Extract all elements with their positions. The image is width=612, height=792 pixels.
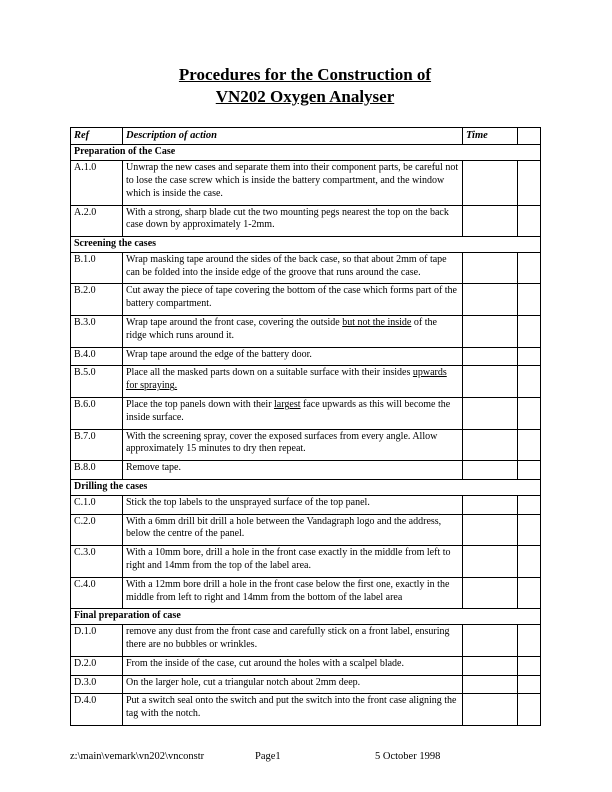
description-text: face upwards as this will become the inside surface. [126, 399, 451, 423]
time-cell [463, 252, 518, 284]
time-cell [463, 398, 518, 430]
description-cell [123, 347, 463, 366]
footer-page-number: Page1 [255, 751, 281, 762]
check-cell [518, 656, 541, 675]
description-text: Cut away the piece of tape covering the bottom of the case which forms part of the battery compartment. [126, 285, 457, 310]
section-row [71, 609, 541, 625]
check-cell [518, 675, 541, 694]
table-body [71, 145, 541, 726]
title-line-2: VN202 Oxygen Analyser [215, 87, 395, 107]
time-cell [463, 514, 518, 546]
footer-date: 5 October 1998 [375, 751, 441, 762]
description-text: Put a switch seal onto the switch and put the switch into the front case aligning the tag with the notch. [126, 695, 457, 720]
procedure-row [71, 546, 541, 578]
check-cell [518, 205, 541, 237]
time-cell [463, 347, 518, 366]
section-row [71, 237, 541, 253]
check-cell [518, 546, 541, 578]
description-cell [123, 694, 463, 726]
procedure-row [71, 398, 541, 430]
section-label: Preparation of the Case [71, 145, 541, 161]
ref-cell: C.2.0 [71, 514, 123, 546]
section-row [71, 480, 541, 496]
description-text: Stick the top labels to the unsprayed surface of the top panel. [126, 496, 370, 508]
description-cell [123, 495, 463, 514]
procedure-row [71, 656, 541, 675]
description-cell [123, 366, 463, 398]
section-label: Screening the cases [71, 237, 541, 253]
ref-cell: B.2.0 [71, 284, 123, 316]
section-label: Final preparation of case [71, 609, 541, 625]
description-text: Wrap tape around the edge of the battery door. [126, 348, 312, 360]
ref-cell: B.8.0 [71, 461, 123, 480]
procedure-row [71, 316, 541, 348]
document-title [70, 64, 540, 109]
description-cell [123, 675, 463, 694]
check-cell [518, 252, 541, 284]
procedure-row [71, 205, 541, 237]
description-cell [123, 429, 463, 461]
time-cell [463, 429, 518, 461]
col-header-time: Time [463, 127, 518, 144]
check-cell [518, 495, 541, 514]
description-cell [123, 577, 463, 609]
procedure-row [71, 366, 541, 398]
underlined-text: upwards for spraying. [126, 367, 447, 392]
description-cell [123, 252, 463, 284]
ref-cell: B.3.0 [71, 316, 123, 348]
ref-cell: D.2.0 [71, 656, 123, 675]
description-text: With a 12mm bore drill a hole in the front case below the first one, exactly in the middle from left to right and 14mm from the bottom of the label area [126, 578, 450, 603]
procedure-row [71, 694, 541, 726]
check-cell [518, 514, 541, 546]
check-cell [518, 461, 541, 480]
col-header-extra [518, 127, 541, 144]
description-text: With a strong, sharp blade cut the two mounting pegs nearest the top on the back case down by approximately 1-2mm. [126, 206, 449, 231]
ref-cell: B.4.0 [71, 347, 123, 366]
procedure-row [71, 577, 541, 609]
description-cell [123, 161, 463, 205]
ref-cell: A.2.0 [71, 205, 123, 237]
procedure-row [71, 495, 541, 514]
check-cell [518, 625, 541, 657]
check-cell [518, 316, 541, 348]
procedure-row [71, 514, 541, 546]
ref-cell: C.1.0 [71, 495, 123, 514]
description-cell [123, 461, 463, 480]
time-cell [463, 625, 518, 657]
procedure-row [71, 675, 541, 694]
description-cell [123, 398, 463, 430]
time-cell [463, 656, 518, 675]
description-text: With the screening spray, cover the exposed surfaces from every angle. Allow approximately 15 minutes to dry then repeat. [126, 430, 438, 455]
description-cell [123, 284, 463, 316]
description-cell [123, 625, 463, 657]
ref-cell: B.5.0 [71, 366, 123, 398]
description-cell [123, 546, 463, 578]
check-cell [518, 161, 541, 205]
check-cell [518, 347, 541, 366]
title-line-1: Procedures for the Construction of [178, 65, 432, 84]
check-cell [518, 694, 541, 726]
time-cell [463, 495, 518, 514]
ref-cell: D.4.0 [71, 694, 123, 726]
check-cell [518, 577, 541, 609]
time-cell [463, 546, 518, 578]
col-header-description: Description of action [123, 127, 463, 144]
section-label: Drilling the cases [71, 480, 541, 496]
description-text: With a 10mm bore, drill a hole in the front case exactly in the middle from left to right and 14mm from the top of the label area. [126, 547, 451, 572]
ref-cell: B.7.0 [71, 429, 123, 461]
procedure-row [71, 347, 541, 366]
col-header-ref: Ref [71, 127, 123, 144]
check-cell [518, 398, 541, 430]
check-cell [518, 366, 541, 398]
section-row [71, 145, 541, 161]
description-text: Remove tape. [126, 462, 181, 474]
description-text: remove any dust from the front case and carefully stick on a front label, ensuring there are no bubbles or wrinkles. [126, 626, 450, 651]
procedure-row [71, 625, 541, 657]
procedure-row [71, 461, 541, 480]
description-text: of the ridge which runs around it. [126, 317, 437, 341]
description-text: Place all the masked parts down on a suitable surface with their insides [126, 367, 413, 379]
procedure-row [71, 252, 541, 284]
description-cell [123, 205, 463, 237]
table-header-row [71, 127, 541, 144]
description-text: On the larger hole, cut a triangular notch about 2mm deep. [126, 676, 361, 688]
procedures-table [70, 127, 541, 726]
time-cell [463, 694, 518, 726]
time-cell [463, 461, 518, 480]
description-cell [123, 316, 463, 348]
footer-file-path: z:\main\vemark\vn202\vnconstr [70, 751, 205, 762]
ref-cell: C.3.0 [71, 546, 123, 578]
ref-cell: C.4.0 [71, 577, 123, 609]
description-cell [123, 656, 463, 675]
procedure-row [71, 161, 541, 205]
underlined-text: largest [274, 399, 301, 411]
ref-cell: D.1.0 [71, 625, 123, 657]
procedure-row [71, 284, 541, 316]
description-text: With a 6mm drill bit drill a hole between the Vandagraph logo and the address, below the centre of the panel. [126, 515, 442, 540]
description-text: Wrap tape around the front case, covering the outside [126, 317, 343, 329]
time-cell [463, 316, 518, 348]
ref-cell: B.6.0 [71, 398, 123, 430]
description-text: Place the top panels down with their [126, 399, 275, 411]
time-cell [463, 205, 518, 237]
time-cell [463, 284, 518, 316]
ref-cell: A.1.0 [71, 161, 123, 205]
time-cell [463, 161, 518, 205]
description-cell [123, 514, 463, 546]
time-cell [463, 577, 518, 609]
ref-cell: B.1.0 [71, 252, 123, 284]
procedure-row [71, 429, 541, 461]
check-cell [518, 284, 541, 316]
description-text: Wrap masking tape around the sides of the back case, so that about 2mm of tape can be folded into the inside edge of the groove that runs around the case. [126, 253, 447, 278]
time-cell [463, 366, 518, 398]
description-text: From the inside of the case, cut around the holes with a scalpel blade. [126, 657, 404, 669]
check-cell [518, 429, 541, 461]
underlined-text: but not the inside [342, 317, 412, 329]
description-text: Unwrap the new cases and separate them into their component parts, be careful not to lose the case screw which is inside the battery compartment, and the window which is inside the case. [126, 162, 459, 199]
ref-cell: D.3.0 [71, 675, 123, 694]
time-cell [463, 675, 518, 694]
